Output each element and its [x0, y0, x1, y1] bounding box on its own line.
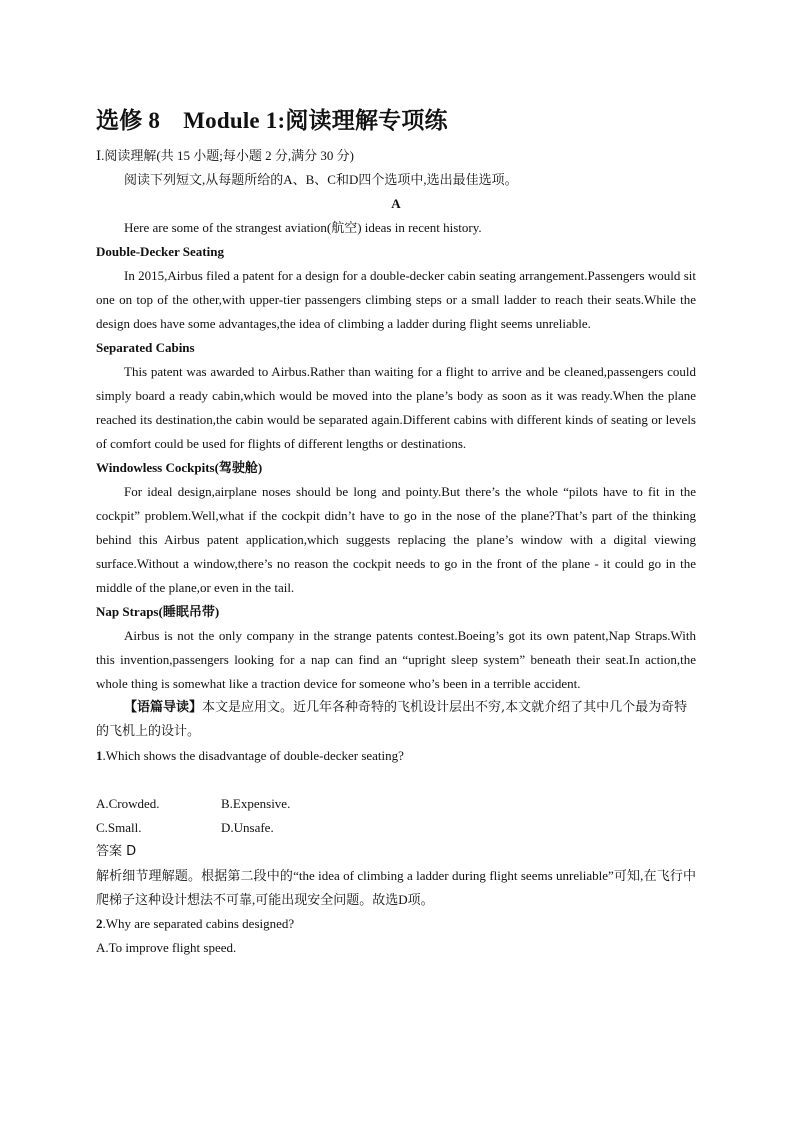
guide-label: 【语篇导读】 [124, 700, 203, 715]
question-2-stem: .Why are separated cabins designed? [102, 916, 295, 931]
option-d[interactable]: D.Unsafe. [221, 820, 274, 835]
question-1 [96, 744, 696, 768]
section-text-separated-cabins: This patent was awarded to Airbus.Rather than waiting for a flight to arrive and be cleaned,passengers could simply board a ready cabin,which would be moved into the plane’s body as soon as it was ready.When the plane reached its destination,the cabin would be separated again.Different cabins with different kinds of seating or levels of comfort could be used for flights of different lengths or destinations. [96, 364, 696, 451]
option-a[interactable]: A.Crowded. [96, 796, 160, 811]
section-heading-separated-cabins: Separated Cabins [96, 340, 195, 355]
question-2 [96, 912, 696, 936]
question-1-stem: .Which shows the disadvantage of double-decker seating? [102, 748, 404, 763]
question-2-option-a[interactable]: A.To improve flight speed. [96, 940, 237, 955]
section-text-nap-straps: Airbus is not the only company in the strange patents contest.Boeing’s got its own patent,Nap Straps.With this invention,passengers looking for a nap can find an “upright sleep system” beneath their seat.In action,the whole thing is somewhat like a traction device for someone who’s been in a terrible accident. [96, 628, 696, 691]
passage-intro: Here are some of the strangest aviation(航空) ideas in recent history. [124, 220, 482, 235]
section-text-double-decker: In 2015,Airbus filed a patent for a design for a double-decker cabin seating arrangement.Passengers would sit one on top of the other,with upper-tier passengers climbing steps or a small ladder to reach their seats.While the design does have some advantages,the idea of climbing a ladder during flight seems unreliable. [96, 268, 696, 331]
question-1-number: 1 [96, 748, 103, 763]
section-text-windowless-cockpits: For ideal design,airplane noses should be long and pointy.But there’s the whole “pilots have to fit in the cockpit” problem.Well,what if the cockpit didn’t have to go in the nose of the plane?That’s part of the thinking behind this Airbus patent application,which suggests replacing the plane’s window with a digital viewing surface.Without a window,there’s no reason the cockpit needs to go in the front of the plane - it could go in the middle of the plane,or even in the tail. [96, 484, 696, 595]
passage-guide [96, 696, 696, 744]
section-heading-windowless-cockpits: Windowless Cockpits(驾驶舱) [96, 460, 263, 475]
question-1-explanation: 解析细节理解题。根据第二段中的“the idea of climbing a ladder during flight seems unreliable”可知,在飞行中爬梯子这种设计想法不可靠,可能出现安全问题。故选D项。 [96, 868, 696, 907]
question-2-number: 2 [96, 916, 103, 931]
question-1-options [96, 792, 696, 840]
instruction: 阅读下列短文,从每题所给的A、B、C和D四个选项中,选出最佳选项。 [124, 172, 518, 187]
passage-label: A [391, 196, 401, 211]
document-page [96, 102, 696, 960]
page-title: 选修 8 Module 1:阅读理解专项练 [96, 108, 448, 133]
section-heading-double-decker: Double-Decker Seating [96, 244, 224, 259]
section-heading-nap-straps: Nap Straps(睡眠吊带) [96, 604, 220, 619]
option-b[interactable]: B.Expensive. [221, 796, 291, 811]
section-label: Ⅰ.阅读理解(共 15 小题;每小题 2 分,满分 30 分) [96, 148, 354, 163]
option-c[interactable]: C.Small. [96, 820, 142, 835]
question-1-answer: 答案 D [96, 844, 137, 859]
guide-text: 本文是应用文。近几年各种奇特的飞机设计层出不穷,本文就介绍了其中几个最为奇特的飞机上的设计。 [96, 700, 688, 739]
